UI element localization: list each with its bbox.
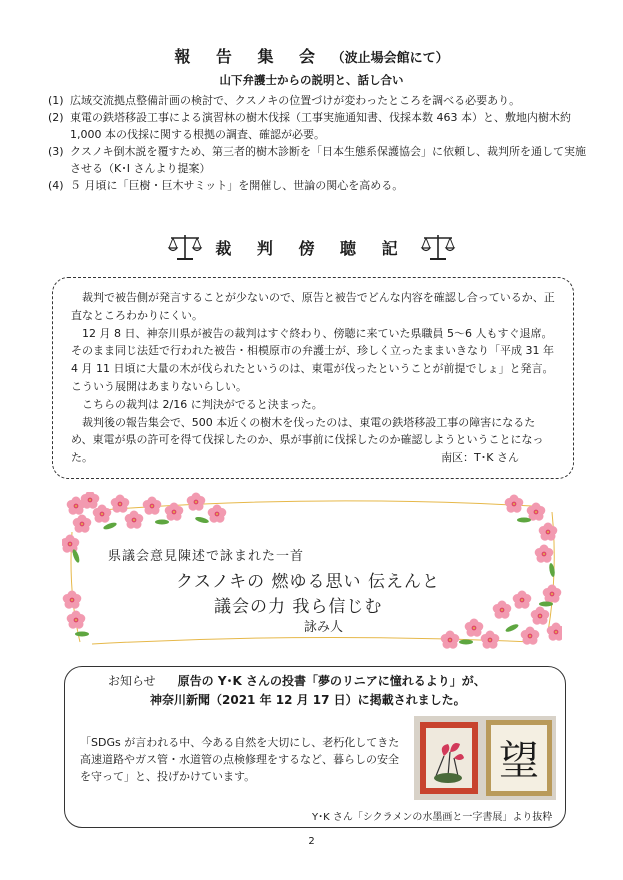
trial-paragraph: 12 月 8 日、神奈川県が被告の裁判はすぐ終わり、傍聴に来ていた県職員 5～6 人もすぐ退席。そのまま同じ法廷で行われた被告・相模原市の弁護士が、珍しく立ったままいきなり「平成 31 年 4 月 11 日頃に大量の木が伐られたというのは、東電が伐ったということが前提でしょ」と発言。こういう展開はあまりないらしい。 [71, 326, 554, 393]
trial-paragraph: 裁判後の報告集会で、500 本近くの樹木を伐ったのは、東電の鉄塔移設工事の障害になるため、東電が県の許可を得て伐採したのか、県が事前に伐採したのか確認しようということになった。 [71, 415, 544, 465]
notice-headline-2: 神奈川新聞（2021 年 12 月 17 日）に掲載されました。 [150, 693, 466, 707]
calligraphy-character: 望 [499, 738, 539, 784]
trial-heading [0, 232, 623, 262]
page-number: 2 [308, 836, 315, 847]
notice-quote: 「SDGs が言われる中、今ある自然を大切にし、老朽化してきた高速道路やガス管・水道管の点検修理をするなど、暮らしの安全を守って」と、投げかけています。 [80, 736, 400, 783]
list-item: (1) 広域交流拠点整備計画の検討で、クスノキの位置づけが変わったところを調べる必要あり。 [48, 94, 521, 107]
trial-title: 裁 判 傍 聴 記 [215, 238, 408, 258]
trial-report-box [52, 277, 574, 479]
report-title: 報 告 集 会 （波止場会館にて） [174, 47, 449, 66]
notice-label: お知らせ [108, 674, 156, 688]
poem-intro: 県議会意見陳述で詠まれた一首 [108, 549, 305, 564]
scales-of-justice-icon [420, 232, 456, 262]
trial-paragraph: こちらの裁判は 2/16 に判決がでると決まった。 [82, 397, 323, 411]
scales-of-justice-icon [167, 232, 203, 262]
trial-signature: 南区：T･K さん [441, 451, 519, 465]
report-list [48, 92, 588, 194]
cyclamen-calligraphy-photo [414, 716, 556, 800]
notice-headline-1: お知らせ 原告の Y･K さんの投書「夢のリニアに憧れるより」が、 [108, 674, 486, 688]
list-item: (2) 東電の鉄塔移設工事による演習林の樹木伐採（工事実施通知書、伐採本数 463 本）と、敷地内樹木約 1,000 本の伐採に関する根拠の調査、確認が必要。 [48, 111, 571, 141]
report-subtitle: 山下弁護士からの説明と、話し合い [219, 73, 404, 87]
list-item: (3) クスノキ倒木説を覆すため、第三者的樹木診断を「日本生態系保護協会」に依頼し、裁判所を通して実施させる（K･I さんより提案） [48, 145, 587, 175]
notice-credit: Y･K さん「シクラメンの水墨画と一字書展」より抜粋 [312, 812, 553, 823]
trial-paragraph: 裁判で被告側が発言することが少ないので、原告と被告でどんな内容を確認し合っているか、正直なところわかりにくい。 [71, 291, 555, 322]
list-item: (4) ５ 月頃に「巨樹・巨木サミット」を開催し、世論の関心を高める。 [48, 179, 404, 192]
poem-author: 詠み人 [304, 620, 344, 635]
report-title-location: （波止場会館にて） [331, 51, 449, 66]
poem-line-1: クスノキの 燃ゆる思い 伝えんと [176, 572, 440, 592]
poem-line-2: 議会の力 我ら信じむ [214, 597, 383, 617]
